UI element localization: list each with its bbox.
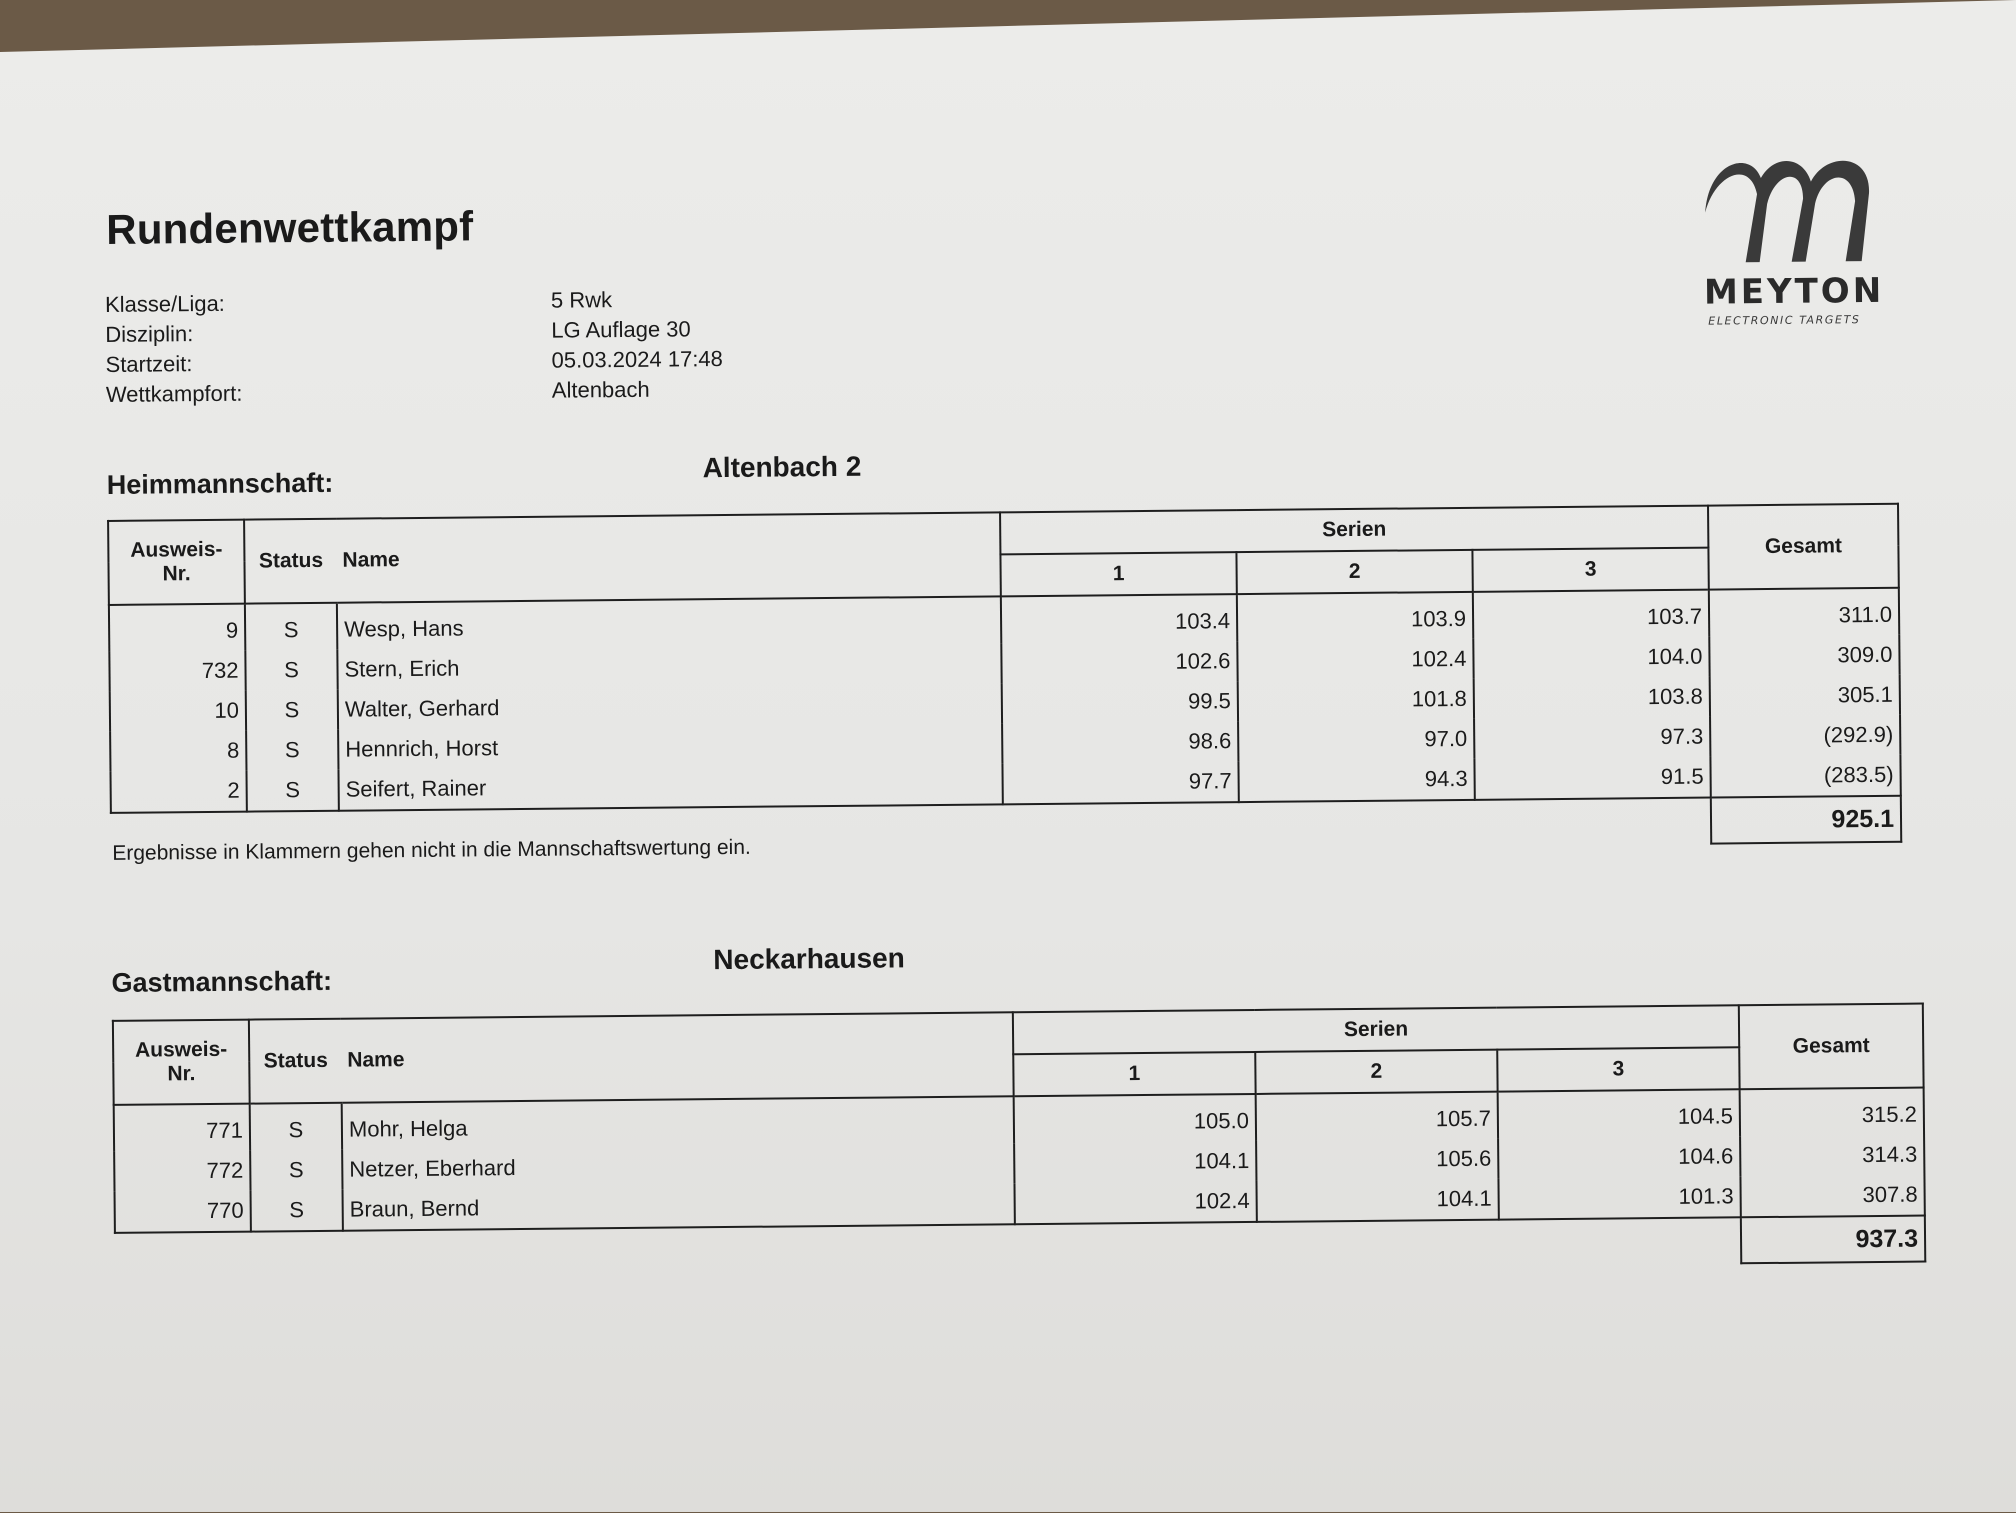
competition-info <box>105 283 806 410</box>
home-team-name: Altenbach 2 <box>702 450 862 484</box>
cell-total: 309.0 <box>1709 635 1899 677</box>
cell-serie-3: 103.7 <box>1473 590 1709 639</box>
cell-serie-3: 104.6 <box>1498 1136 1740 1178</box>
cell-name: Wesp, Hans <box>337 596 1001 649</box>
info-value: 05.03.2024 17:48 <box>551 346 723 373</box>
cell-name: Seifert, Rainer <box>338 763 1002 810</box>
cell-status: S <box>250 1150 342 1191</box>
cell-serie-1: 98.6 <box>1002 721 1238 763</box>
cell-serie-1: 97.7 <box>1002 761 1238 804</box>
info-label: Klasse/Liga: <box>104 290 225 317</box>
cell-serie-1: 102.4 <box>1014 1181 1256 1224</box>
col-gesamt: Gesamt <box>1708 504 1899 590</box>
cell-nr: 10 <box>110 691 246 732</box>
col-status: Status <box>249 1019 342 1104</box>
cell-nr: 9 <box>109 604 245 652</box>
cell-total: 307.8 <box>1740 1175 1924 1218</box>
cell-status: S <box>246 730 338 771</box>
cell-serie-2: 102.4 <box>1237 639 1473 681</box>
cell-serie-2: 104.1 <box>1256 1179 1498 1222</box>
col-serie-3: 3 <box>1472 548 1708 592</box>
cell-name: Hennrich, Horst <box>338 723 1002 769</box>
guest-results-table <box>112 1003 1926 1280</box>
col-serie-1: 1 <box>1013 1052 1255 1096</box>
bracket-note: Ergebnisse in Klammern gehen nicht in die Mannschaftswertung ein. <box>112 835 751 865</box>
cell-name: Stern, Erich <box>337 643 1001 689</box>
cell-serie-2: 101.8 <box>1238 679 1474 721</box>
col-ausweis-nr: Ausweis- Nr. <box>113 1020 250 1105</box>
info-label: Wettkampfort: <box>105 380 243 407</box>
cell-total: 305.1 <box>1710 675 1900 717</box>
cell-nr: 2 <box>110 771 246 813</box>
cell-name: Braun, Bernd <box>343 1183 1015 1230</box>
col-gesamt: Gesamt <box>1739 1004 1924 1090</box>
cell-serie-2: 103.9 <box>1237 592 1473 641</box>
info-value: LG Auflage 30 <box>551 316 691 343</box>
home-team-total: 925.1 <box>1711 796 1901 844</box>
cell-serie-1: 105.0 <box>1014 1094 1256 1143</box>
cell-serie-1: 102.6 <box>1001 641 1237 683</box>
info-value: 5 Rwk <box>550 287 613 313</box>
col-ausweis-nr: Ausweis- Nr. <box>108 520 245 605</box>
info-label: Disziplin: <box>105 321 194 347</box>
cell-nr: 771 <box>114 1104 250 1152</box>
col-name: Name <box>341 1012 1014 1102</box>
cell-nr: 732 <box>109 651 245 692</box>
cell-nr: 8 <box>110 731 246 772</box>
home-results-table <box>107 503 1902 860</box>
cell-serie-2: 105.6 <box>1256 1139 1498 1181</box>
cell-serie-3: 104.0 <box>1473 637 1709 679</box>
cell-serie-1: 103.4 <box>1001 594 1237 643</box>
col-serien: Serien <box>1013 1005 1739 1054</box>
col-name: Name <box>336 512 1001 602</box>
info-row-venue <box>106 373 806 410</box>
col-serien: Serien <box>1000 506 1708 555</box>
cell-serie-2: 94.3 <box>1238 759 1474 802</box>
document-title: Rundenwettkampf <box>106 202 474 253</box>
meyton-m-icon <box>1695 153 1876 270</box>
cell-total: (292.9) <box>1710 715 1900 757</box>
cell-serie-1: 104.1 <box>1014 1141 1256 1183</box>
col-serie-2: 2 <box>1236 550 1472 594</box>
cell-name: Mohr, Helga <box>342 1096 1014 1149</box>
cell-serie-3: 97.3 <box>1474 717 1710 759</box>
cell-serie-3: 91.5 <box>1474 757 1710 800</box>
info-label: Startzeit: <box>105 351 193 377</box>
cell-status: S <box>246 770 338 812</box>
info-value: Altenbach <box>551 376 650 403</box>
col-status: Status <box>244 519 337 604</box>
cell-name: Walter, Gerhard <box>338 683 1002 729</box>
meyton-logo <box>1695 153 1887 330</box>
guest-team-name: Neckarhausen <box>713 942 905 976</box>
cell-status: S <box>245 603 337 651</box>
cell-total: 314.3 <box>1740 1135 1924 1177</box>
cell-total: 315.2 <box>1740 1088 1924 1137</box>
guest-team-label: Gastmannschaft: <box>111 965 333 998</box>
cell-status: S <box>246 690 338 731</box>
logo-tagline: ELECTRONIC TARGETS <box>1708 313 1861 328</box>
cell-serie-3: 101.3 <box>1498 1176 1740 1219</box>
home-team-label: Heimmannschaft: <box>106 467 334 500</box>
cell-status: S <box>251 1190 343 1232</box>
cell-serie-3: 104.5 <box>1498 1089 1740 1138</box>
col-serie-1: 1 <box>1000 552 1236 596</box>
cell-nr: 770 <box>115 1191 251 1233</box>
col-serie-2: 2 <box>1255 1050 1497 1094</box>
guest-team-total: 937.3 <box>1741 1216 1925 1264</box>
cell-total: 311.0 <box>1709 588 1899 637</box>
cell-total: (283.5) <box>1710 755 1900 798</box>
cell-status: S <box>245 650 337 691</box>
cell-serie-2: 97.0 <box>1238 719 1474 761</box>
cell-serie-3: 103.8 <box>1474 677 1710 719</box>
cell-nr: 772 <box>114 1151 250 1192</box>
cell-serie-1: 99.5 <box>1002 681 1238 723</box>
cell-serie-2: 105.7 <box>1256 1092 1498 1141</box>
cell-status: S <box>250 1103 342 1151</box>
logo-brand: MEYTON <box>1703 270 1885 313</box>
cell-name: Netzer, Eberhard <box>342 1143 1014 1189</box>
col-serie-3: 3 <box>1497 1047 1739 1091</box>
